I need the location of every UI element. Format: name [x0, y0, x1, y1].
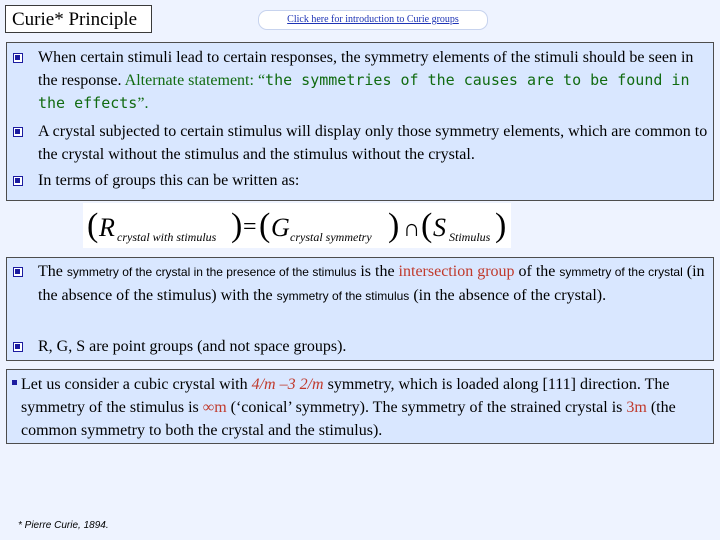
paren-close-1: ) [231, 207, 243, 244]
intersection-panel [6, 257, 714, 361]
bullet-point-groups: R, G, S are point groups (and not space groups). [38, 338, 347, 355]
text-the: The [38, 263, 67, 280]
term-intersection-group: intersection group [398, 263, 515, 280]
bullet-stimuli-response [38, 46, 706, 115]
intro-link[interactable]: Click here for introduction to Curie groups [258, 10, 488, 30]
principle-panel [6, 42, 714, 201]
term-sym-crystal: symmetry of the crystal [559, 265, 683, 279]
formula-graphic [83, 203, 511, 248]
example-text-3: (‘conical’ symmetry). The symmetry of the strained crystal is [226, 399, 627, 416]
alternate-label: Alternate statement: “ [124, 72, 266, 89]
example-panel [6, 369, 714, 444]
formula-g-sub: crystal symmetry [290, 230, 372, 244]
term-sym-stimulus: symmetry of the stimulus [276, 289, 410, 303]
paren-close-3: ) [495, 207, 507, 244]
bullet-groups: In terms of groups this can be written as: [38, 172, 300, 189]
bullet-text: When certain stimuli lead to certain responses, the symmetry elements of the stimuli should be seen in the response. [38, 49, 694, 89]
paren-open-2: ( [259, 207, 271, 244]
formula-r: R [99, 213, 115, 242]
strained-symmetry: 3m [626, 399, 647, 416]
intersection-symbol: ∩ [403, 216, 421, 242]
checkbox-bullet-icon [13, 267, 23, 277]
text-is: is the [356, 263, 399, 280]
paren-close-2: ) [388, 207, 400, 244]
alternate-end: ”. [137, 95, 149, 112]
example-text-2: symmetry, which is loaded along [111] direction. The symmetry of the stimulus is [21, 376, 670, 416]
footnote: * Pierre Curie, 1894. [18, 520, 109, 531]
alternate-statement: the symmetries of the causes are to be found in the effects [38, 71, 690, 112]
formula-g: G [271, 213, 290, 242]
square-bullet-icon [12, 380, 17, 385]
term-sym-crystal-stimulus: symmetry of the crystal in the presence of the stimulus [66, 265, 357, 279]
formula-r-sub: crystal with stimulus [117, 230, 217, 244]
example-text-1: Let us consider a cubic crystal with [21, 376, 252, 393]
checkbox-bullet-icon [13, 342, 23, 352]
checkbox-bullet-icon [13, 53, 23, 63]
stimulus-symmetry: ∞m [202, 399, 227, 416]
text-absence-crystal: (in the absence of the crystal). [409, 287, 607, 304]
cubic-crystal-example [21, 373, 701, 442]
bullet-intersection [38, 260, 710, 308]
example-text-4: (the common symmetry to both the crystal and the stimulus). [21, 399, 676, 439]
paren-open-3: ( [421, 207, 433, 244]
page-title: Curie* Principle [5, 5, 152, 33]
text-absence-stimulus: (in the absence of the stimulus) with the [38, 263, 705, 304]
crystal-symmetry: 4/m –3 2/m [251, 376, 324, 393]
curie-formula [83, 203, 511, 248]
bullet-crystal-stimulus: A crystal subjected to certain stimulus will display only those symmetry elements, which are common to the crystal without the stimulus and the stimulus without the crystal. [38, 123, 708, 163]
formula-s-sub: Stimulus [449, 230, 491, 244]
paren-open-1: ( [87, 207, 99, 244]
formula-s: S [433, 213, 446, 242]
checkbox-bullet-icon [13, 127, 23, 137]
text-of: of the [514, 263, 560, 280]
formula-equals: = [243, 214, 257, 240]
checkbox-bullet-icon [13, 176, 23, 186]
